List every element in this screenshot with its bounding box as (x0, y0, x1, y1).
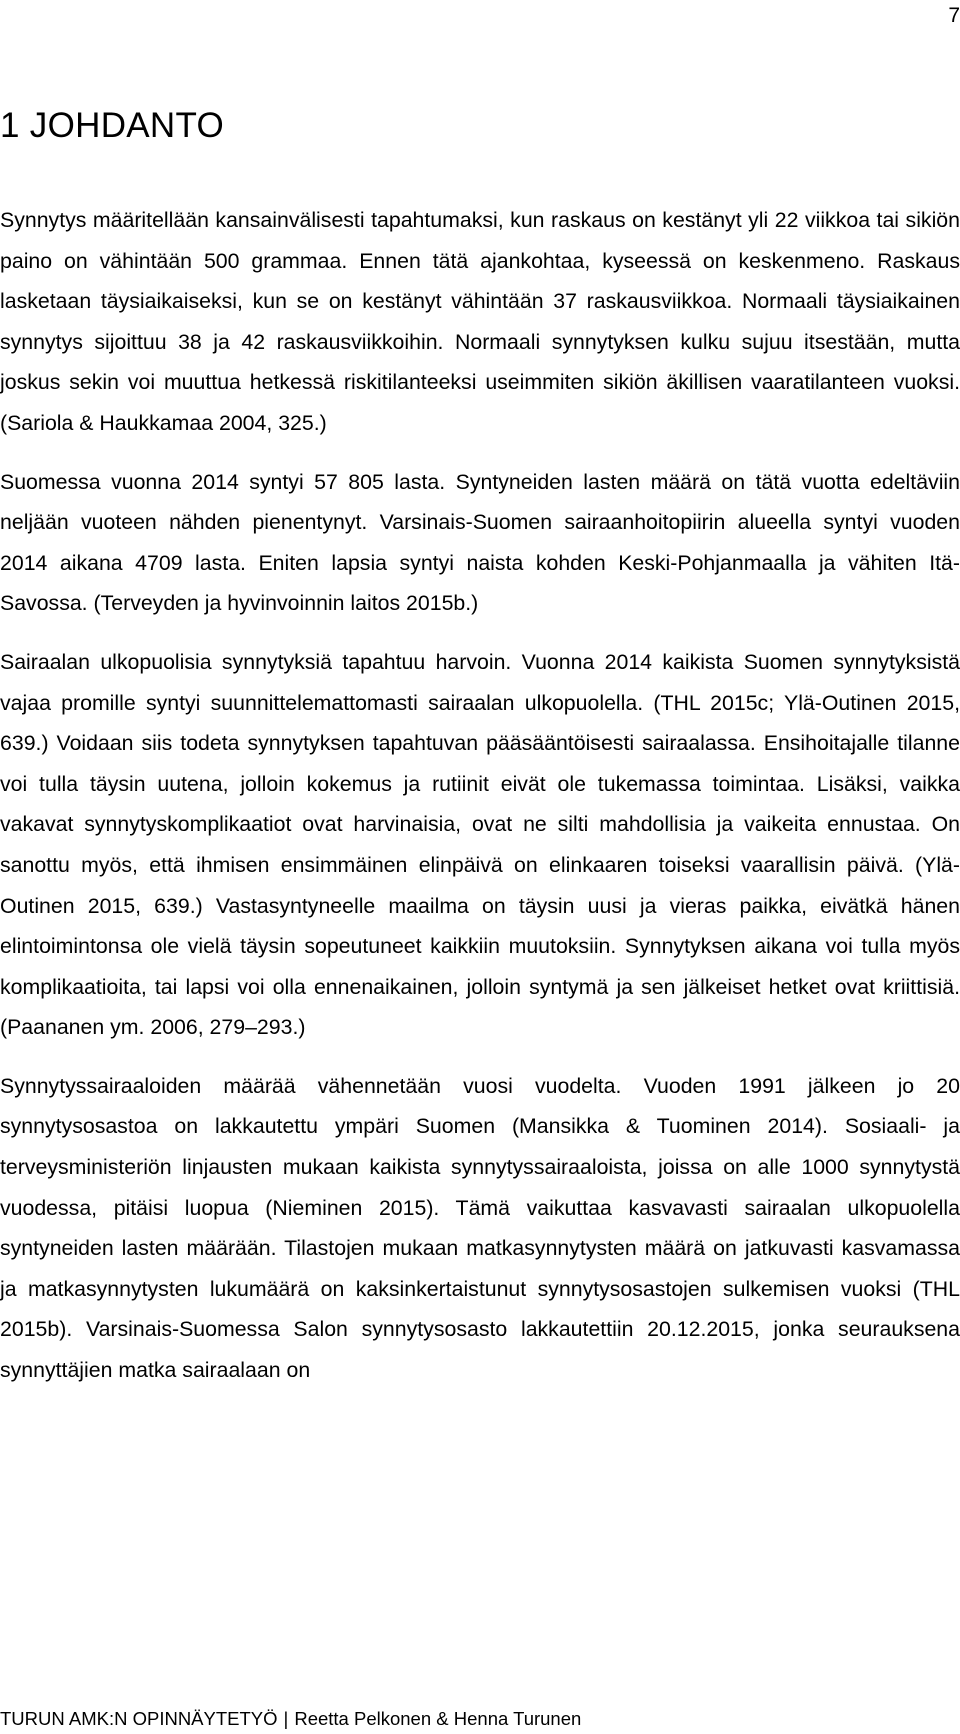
page-number: 7 (948, 4, 960, 27)
footer-institution: TURUN AMK:N OPINNÄYTETYÖ (0, 1708, 278, 1729)
paragraph-definition: Synnytys määritellään kansainvälisesti tapahtumaksi, kun raskaus on kestänyt yli 22 viikkoa tai sikiön paino on vähintään 500 grammaa. Ennen tätä ajankohtaa, kyseessä on keskenmeno. Raskaus lasketaan täysiaikaiseksi, kun se on kestänyt vähintään 37 raskausviikkoa. Normaali täysiaikainen synnytys sijoittuu 38 ja 42 raskausviikkoihin. Normaali synnytyksen kulku sujuu itsestään, mutta joskus sekin voi muuttua hetkessä riskitilanteeksi useimmiten sikiön äkillisen vaaratilanteen vuoksi. (Sariola & Haukkamaa 2004, 325.) (0, 208, 960, 435)
footer-separator: | (283, 1708, 289, 1729)
chapter-heading: 1 JOHDANTO (0, 106, 225, 145)
footer-authors: Reetta Pelkonen & Henna Turunen (294, 1708, 582, 1729)
body-text (0, 200, 960, 1409)
page-footer (0, 1708, 581, 1730)
paragraph-statistics: Suomessa vuonna 2014 syntyi 57 805 lasta. Syntyneiden lasten määrä on tätä vuotta edeltäviin neljään vuoteen nähden pienentynyt. Varsinais-Suomen sairaanhoitopiirin alueella syntyi vuoden 2014 aikana 4709 lasta. Eniten lapsia syntyi naista kohden Keski-Pohjanmaalla ja vähiten Itä-Savossa. (Terveyden ja hyvinvoinnin laitos 2015b.) (0, 469, 960, 616)
paragraph-maternity-wards: Synnytyssairaaloiden määrää vähennetään vuosi vuodelta. Vuoden 1991 jälkeen jo 20 synnytysosastoa on lakkautettu ympäri Suomen (Mansikka & Tuominen 2014). Sosiaali- ja terveysministeriön linjausten mukaan kaikista synnytyssairaaloista, joissa on alle 1000 synnytystä vuodessa, pitäisi luopua (Nieminen 2015). Tämä vaikuttaa kasvavasti sairaalan ulkopuolella syntyneiden lasten määrään. Tilastojen mukaan matkasynnytysten määrä on jatkuvasti kasvamassa ja matkasynnytysten lukumäärä on kaksinkertaistunut synnytysosastojen sulkemisen vuoksi (THL 2015b). Varsinais-Suomessa Salon synnytysosasto lakkautettiin 20.12.2015, jonka seurauksena synnyttäjien matka sairaalaan on (0, 1073, 960, 1383)
paragraph-out-of-hospital: Sairaalan ulkopuolisia synnytyksiä tapahtuu harvoin. Vuonna 2014 kaikista Suomen synnytyksistä vajaa promille syntyi suunnittelemattomasti sairaalan ulkopuolella. (THL 2015c; Ylä-Outinen 2015, 639.) Voidaan siis todeta synnytyksen tapahtuvan pääsääntöisesti sairaalassa. Ensihoitajalle tilanne voi tulla täysin uutena, jolloin kokemus ja rutiinit eivät ole tukemassa toimintaa. Lisäksi, vaikka vakavat synnytyskomplikaatiot ovat harvinaisia, ovat ne silti mahdollisia ja vaikeita ennustaa. On sanottu myös, että ihmisen ensimmäinen elinpäivä on elinkaaren toiseksi vaarallisin päivä. (Ylä-Outinen 2015, 639.) Vastasyntyneelle maailma on täysin uusi ja vieras paikka, eivätkä hänen elintoimintonsa ole vielä täysin sopeutuneet kaikkiin muutoksiin. Synnytyksen aikana voi tulla myös komplikaatioita, tai lapsi voi olla ennenaikainen, jolloin syntymä ja sen jälkeiset hetket ovat kriittisiä. (Paananen ym. 2006, 279–293.) (0, 649, 960, 1040)
